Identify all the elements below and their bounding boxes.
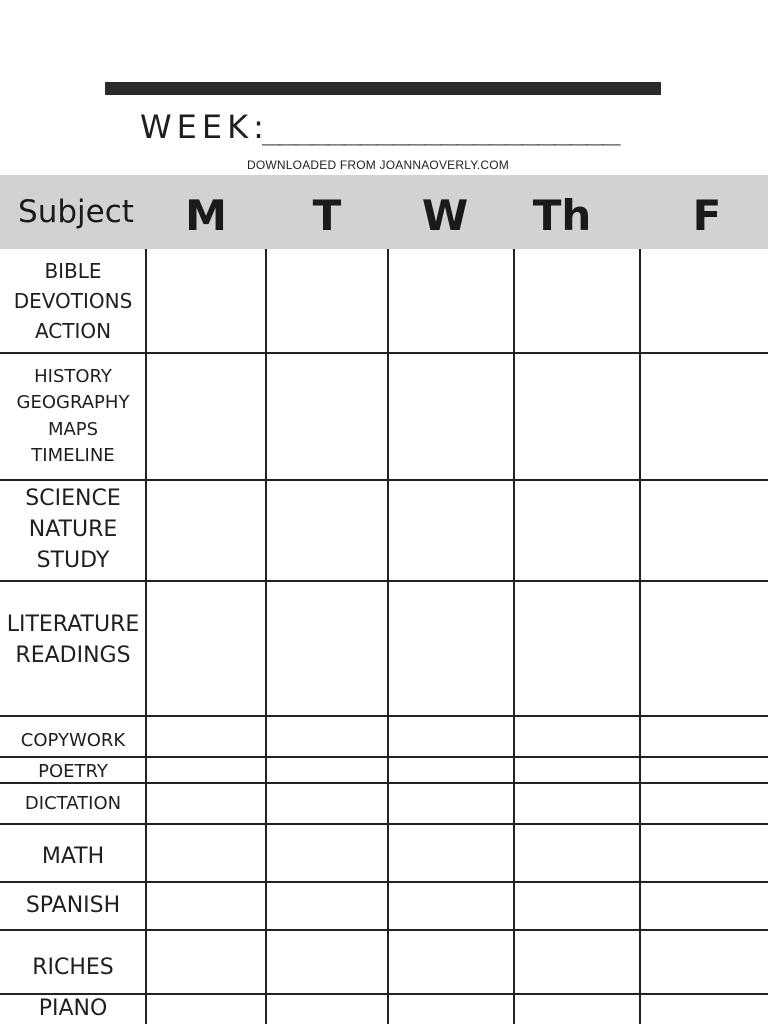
subject-line: DICTATION <box>24 792 122 814</box>
schedule-cell[interactable] <box>388 249 514 353</box>
day-header-wednesday: W <box>421 190 469 240</box>
schedule-cell[interactable] <box>266 882 388 930</box>
schedule-cell[interactable] <box>266 353 388 480</box>
subject-row-label <box>0 720 146 761</box>
schedule-cell[interactable] <box>640 249 768 353</box>
schedule-cell[interactable] <box>146 581 266 716</box>
download-note: DOWNLOADED FROM JOANNAOVERLY.COM <box>247 158 509 172</box>
schedule-cell[interactable] <box>146 930 266 994</box>
schedule-cell[interactable] <box>388 757 514 783</box>
subject-line: POETRY <box>38 761 108 782</box>
subject-line: LITERATURE <box>6 611 140 637</box>
day-header-friday: F <box>692 190 722 240</box>
schedule-cell[interactable] <box>266 480 388 581</box>
schedule-cell[interactable] <box>266 994 388 1024</box>
subject-line: TIMELINE <box>31 444 115 466</box>
schedule-cell[interactable] <box>388 824 514 882</box>
schedule-cell[interactable] <box>266 581 388 716</box>
subject-header: Subject <box>18 194 134 230</box>
schedule-cell[interactable] <box>388 930 514 994</box>
schedule-cell[interactable] <box>146 882 266 930</box>
schedule-cell[interactable] <box>388 353 514 480</box>
schedule-cell[interactable] <box>266 824 388 882</box>
schedule-cell[interactable] <box>146 783 266 824</box>
schedule-cell[interactable] <box>514 353 640 480</box>
schedule-cell[interactable] <box>146 716 266 757</box>
schedule-cell[interactable] <box>266 930 388 994</box>
schedule-cell[interactable] <box>388 783 514 824</box>
schedule-cell[interactable] <box>514 249 640 353</box>
subject-line: PIANO <box>38 996 108 1021</box>
schedule-cell[interactable] <box>266 783 388 824</box>
schedule-cell[interactable] <box>146 757 266 783</box>
schedule-cell[interactable] <box>266 716 388 757</box>
schedule-cell[interactable] <box>514 783 640 824</box>
subject-line: SPANISH <box>25 893 121 918</box>
subject-line: COPYWORK <box>20 729 126 751</box>
subject-row-label <box>0 759 146 785</box>
schedule-cell[interactable] <box>146 480 266 581</box>
week-label: WEEK: <box>140 108 269 146</box>
schedule-cell[interactable] <box>514 824 640 882</box>
schedule-cell[interactable] <box>146 994 266 1024</box>
subject-line: READINGS <box>15 642 131 668</box>
day-header-thursday: Th <box>532 190 592 240</box>
schedule-cell[interactable] <box>514 716 640 757</box>
subject-line: GEOGRAPHY <box>16 392 130 414</box>
schedule-cell[interactable] <box>514 581 640 716</box>
schedule-cell[interactable] <box>514 882 640 930</box>
subject-line: MATH <box>41 844 105 869</box>
subject-line: MAPS <box>47 418 99 440</box>
subject-line: DEVOTIONS <box>13 289 133 313</box>
subject-line: ACTION <box>34 319 112 343</box>
schedule-cell[interactable] <box>640 882 768 930</box>
subject-row-label <box>0 882 146 930</box>
subject-row-label <box>0 480 146 581</box>
schedule-cell[interactable] <box>388 480 514 581</box>
schedule-cell[interactable] <box>388 581 514 716</box>
subject-row-label <box>0 783 146 824</box>
schedule-cell[interactable] <box>388 994 514 1024</box>
day-header-monday: M <box>185 190 227 240</box>
week-blank-line: ______________________ <box>262 108 618 146</box>
subject-line: HISTORY <box>34 366 112 388</box>
subject-line: SCIENCE <box>25 486 121 512</box>
schedule-cell[interactable] <box>514 994 640 1024</box>
subject-line: STUDY <box>36 547 110 573</box>
subject-row-label <box>0 353 146 480</box>
schedule-cell[interactable] <box>640 480 768 581</box>
schedule-cell[interactable] <box>146 824 266 882</box>
subject-row-label <box>0 828 146 886</box>
subject-line: NATURE <box>28 517 118 543</box>
schedule-cell[interactable] <box>388 716 514 757</box>
subject-line: BIBLE <box>44 259 102 283</box>
subject-line: RICHES <box>32 955 114 980</box>
schedule-cell[interactable] <box>640 783 768 824</box>
schedule-cell[interactable] <box>640 353 768 480</box>
schedule-cell[interactable] <box>514 757 640 783</box>
subject-row-label <box>0 994 146 1024</box>
schedule-cell[interactable] <box>640 716 768 757</box>
schedule-cell[interactable] <box>146 353 266 480</box>
schedule-cell[interactable] <box>146 249 266 353</box>
schedule-cell[interactable] <box>266 757 388 783</box>
schedule-cell[interactable] <box>514 480 640 581</box>
subject-row-label <box>0 936 146 1000</box>
subject-row-label <box>0 249 146 353</box>
schedule-cell[interactable] <box>266 249 388 353</box>
schedule-cell[interactable] <box>640 994 768 1024</box>
day-header-tuesday: T <box>312 190 342 240</box>
schedule-cell[interactable] <box>640 581 768 716</box>
subject-row-label <box>0 573 146 708</box>
schedule-cell[interactable] <box>388 882 514 930</box>
schedule-cell[interactable] <box>514 930 640 994</box>
schedule-cell[interactable] <box>640 930 768 994</box>
schedule-cell[interactable] <box>640 824 768 882</box>
schedule-cell[interactable] <box>640 757 768 783</box>
